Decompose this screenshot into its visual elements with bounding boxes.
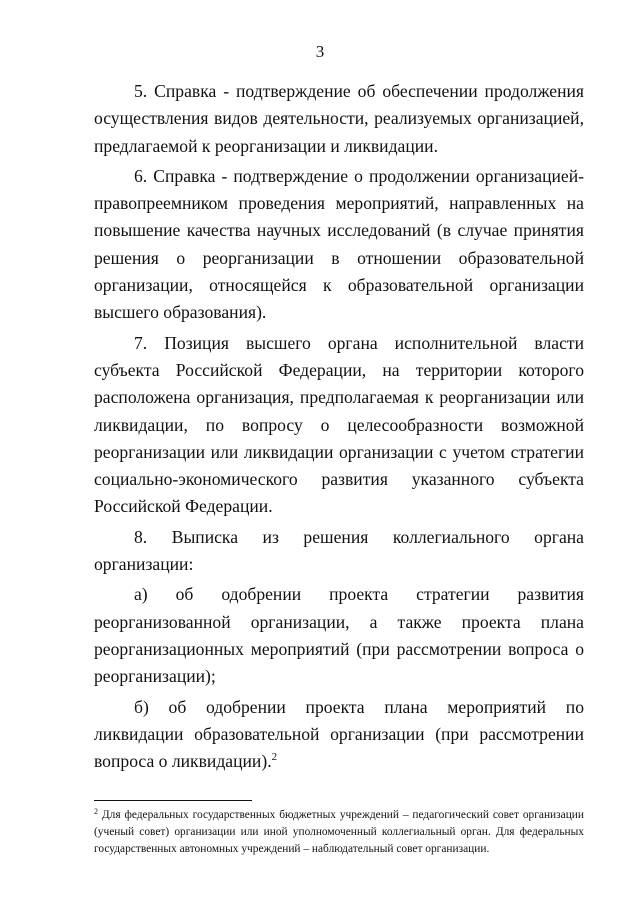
page-number: 3 xyxy=(315,42,325,61)
footnote-text: Для федеральных государственных бюджетных учреждений – педагогический совет организации (ученый совет) организации или иной уполномоченный коллегиальный орган. Для федеральных государственных автономных учреждений – наблюдательный совет организации. xyxy=(94,809,584,855)
document-body xyxy=(94,78,584,775)
footnote xyxy=(94,807,584,858)
footnote-marker: 2 xyxy=(94,807,98,816)
paragraph-subitem-a: а) об одобрении проекта стратегии развития реорганизованной организации, а также проекта плана реорганизационных мероприятий (при рассмотрении вопроса о реорганизации); xyxy=(94,584,584,687)
paragraph-subitem-b xyxy=(94,694,584,776)
paragraph-item-6: 6. Справка - подтверждение о продолжении организацией-правопреемником проведения мероприятий, направленных на повышение качества научных исследований (в случае принятия решения о реорганизации в отношении образовательной организации, относящейся к образовательной организации высшего образования). xyxy=(94,165,584,323)
paragraph-subitem-b-text: б) об одобрении проекта плана мероприятий по ликвидации образовательной организации (при рассмотрении вопроса о ликвидации). xyxy=(94,696,584,772)
paragraph-item-5: 5. Справка - подтверждение об обеспечении продолжения осуществления видов деятельности, реализуемых организацией, предлагаемой к реорганизации и ликвидации. xyxy=(94,81,584,156)
paragraph-item-8: 8. Выписка из решения коллегиального органа организации: xyxy=(94,526,584,575)
paragraph-item-7: 7. Позиция высшего органа исполнительной власти субъекта Российской Федерации, на территории которого расположена организация, предполагаемая к реорганизации или ликвидации, по вопросу о целесообразности возможной реорганизации или ликвидации организации с учетом стратегии социально-экономического развития указанного субъекта Российской Федерации. xyxy=(94,332,584,517)
footnote-reference: 2 xyxy=(271,751,278,764)
footnote-separator xyxy=(94,800,252,801)
